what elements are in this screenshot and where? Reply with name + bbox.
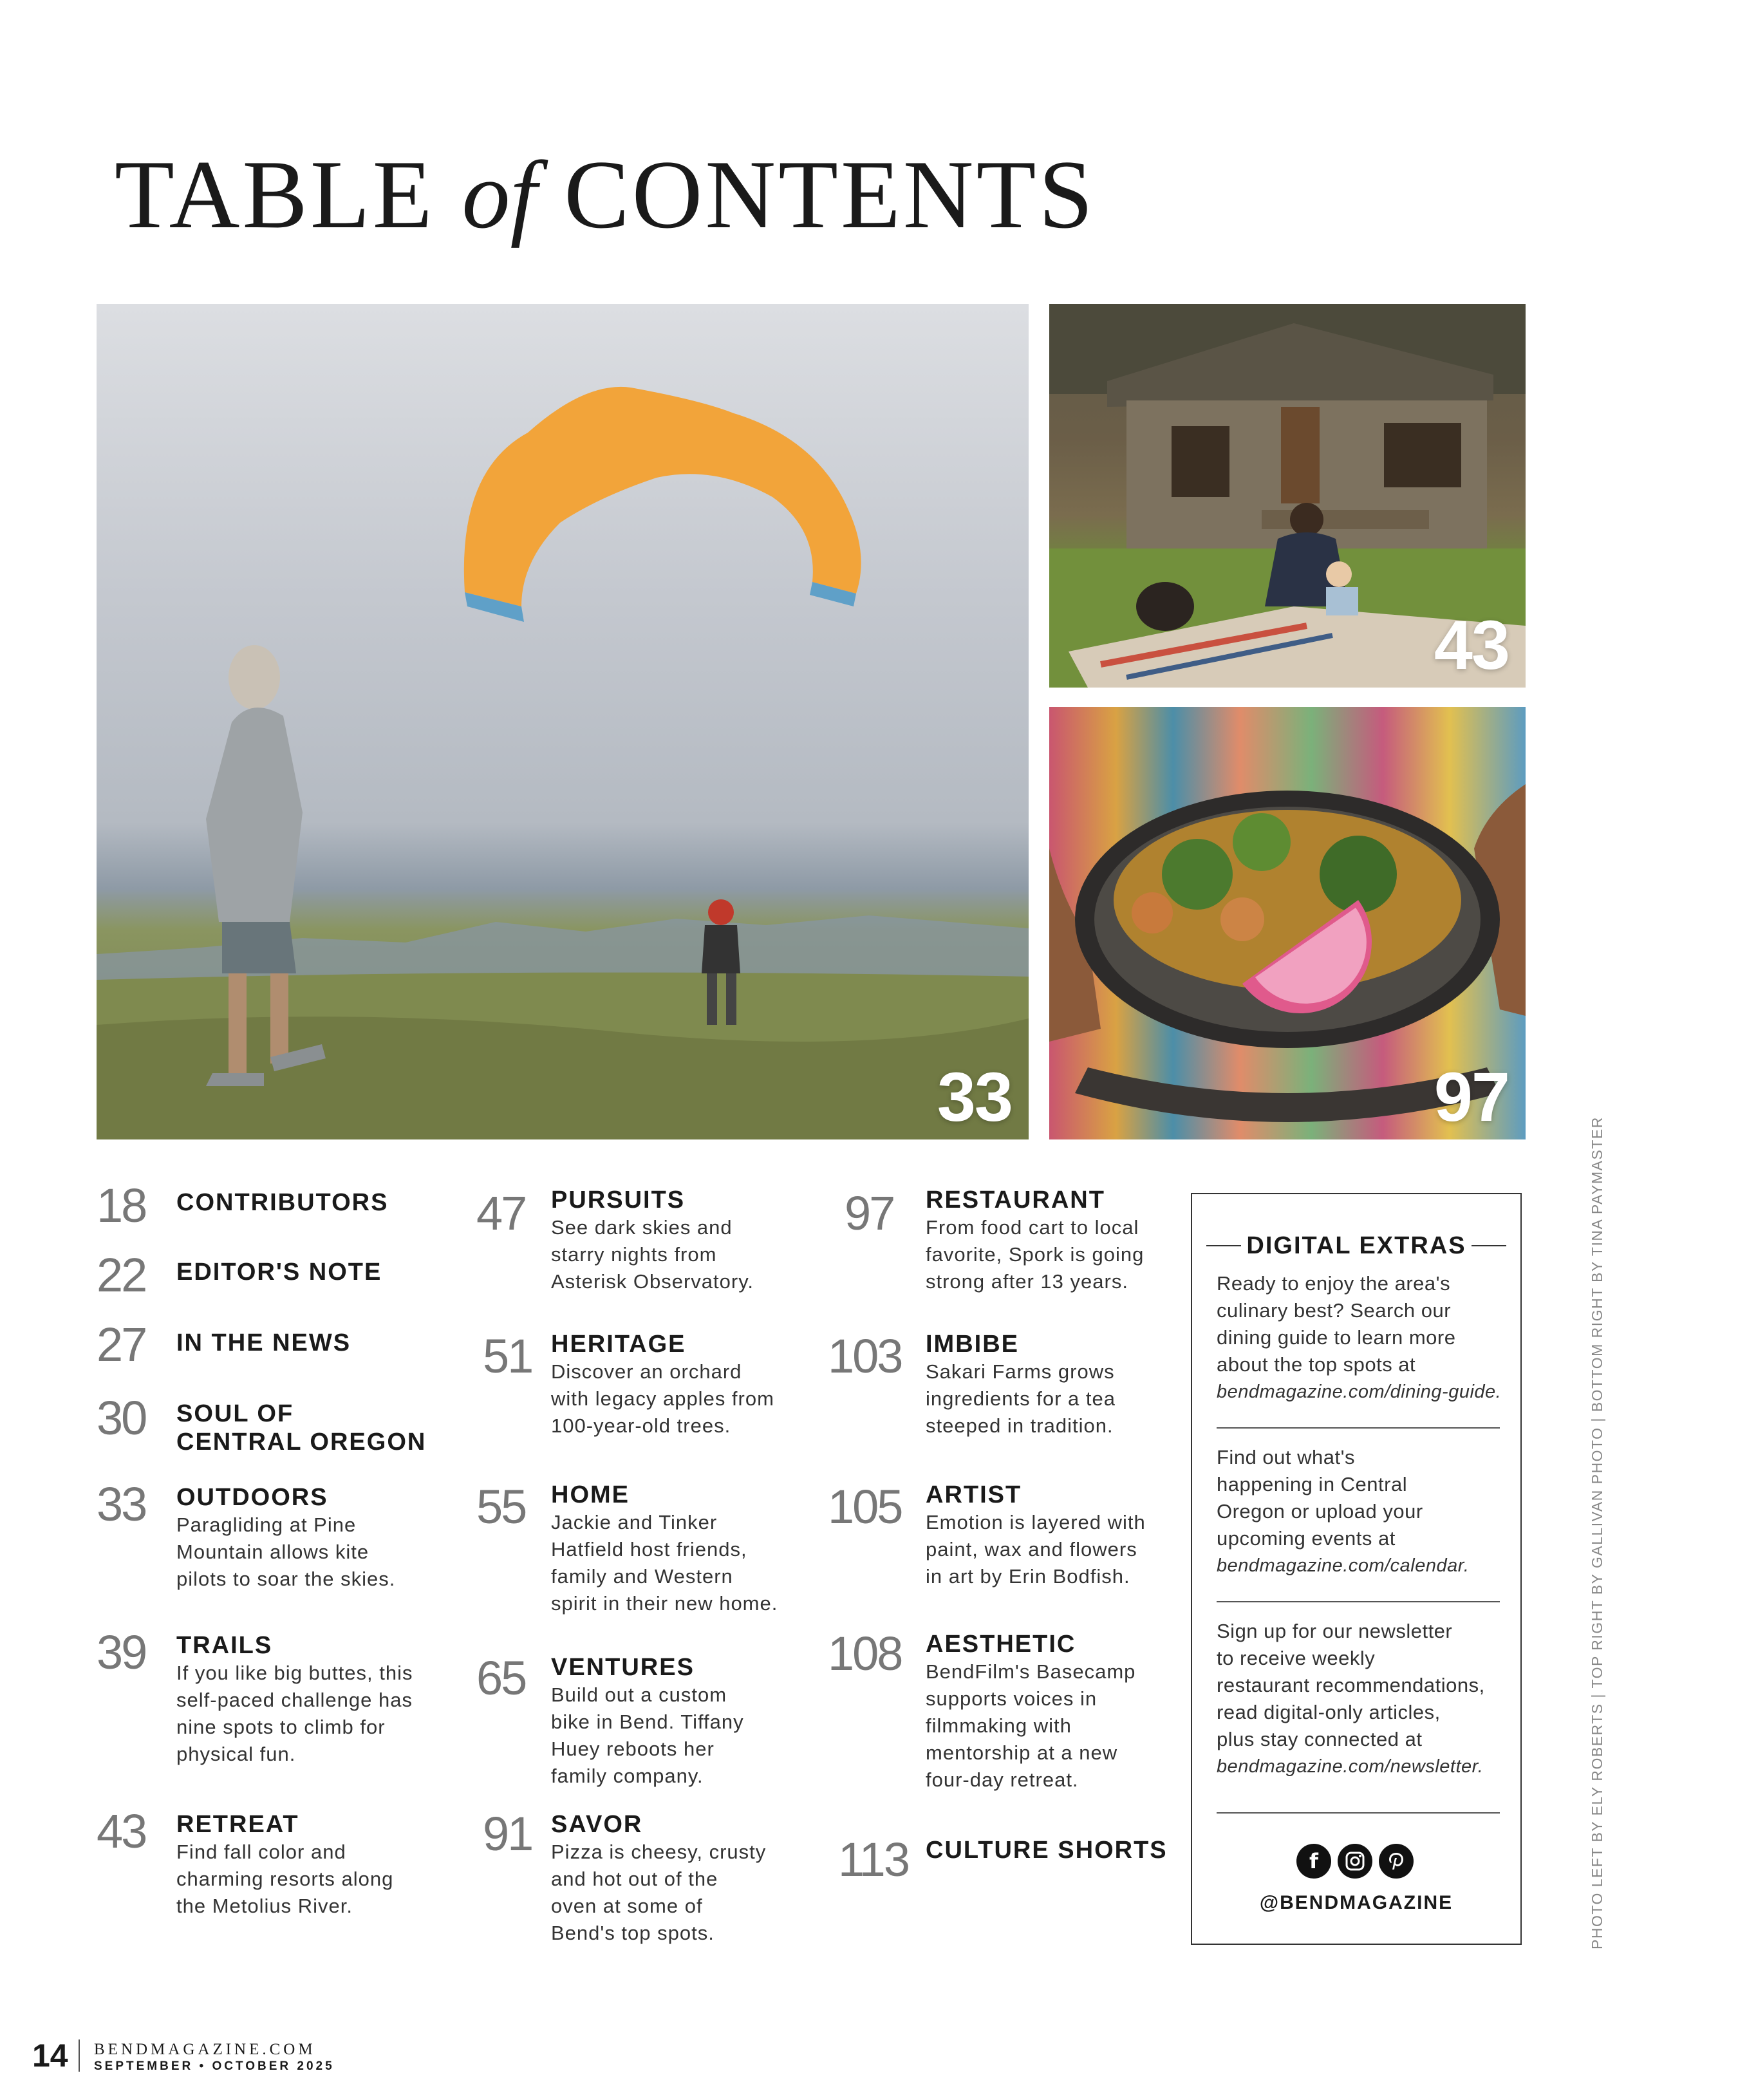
photo-credit: PHOTO LEFT BY ELY ROBERTS | TOP RIGHT BY GALLIVAN PHOTO | BOTTOM RIGHT BY TINA PAYMASTER <box>1589 1116 1605 1949</box>
facebook-icon[interactable]: f <box>1296 1844 1331 1879</box>
toc-entry[interactable] <box>97 1477 457 1597</box>
photo-page-number: 97 <box>1434 1058 1509 1136</box>
social-handle[interactable]: @BENDMAGAZINE <box>1259 1892 1453 1913</box>
toc-page-number: 22 <box>97 1248 146 1302</box>
toc-description: Jackie and Tinker Hatfield host friends, family and Western spirit in their new home. <box>551 1511 778 1615</box>
toc-section-title: EDITOR'S NOTE <box>176 1259 382 1286</box>
toc-section-title: CULTURE SHORTS <box>926 1837 1168 1864</box>
divider <box>1217 1427 1500 1429</box>
toc-entry[interactable] <box>828 1329 1179 1448</box>
toc-page-number: 113 <box>838 1833 908 1886</box>
issue-date: SEPTEMBER • OCTOBER 2025 <box>94 2059 335 2073</box>
toc-page-number: 108 <box>828 1627 902 1680</box>
toc-description: BendFilm's Basecamp supports voices in filmmaking with mentorship at a new four-day retreat. <box>926 1660 1136 1791</box>
dining-guide-blurb: Ready to enjoy the area's culinary best? Search our dining guide to learn more about the top spots at bendmagazine.com/dining-guide. <box>1217 1270 1501 1405</box>
toc-section-title: SOUL OF CENTRAL OREGON <box>176 1400 427 1456</box>
toc-section-title: RESTAURANT <box>926 1186 1105 1214</box>
toc-description: From food cart to local favorite, Spork is going strong after 13 years. <box>926 1216 1145 1293</box>
toc-section-title: IN THE NEWS <box>176 1329 351 1356</box>
newsletter-link[interactable]: bendmagazine.com/newsletter. <box>1217 1756 1484 1777</box>
toc-entry[interactable] <box>828 1627 1179 1797</box>
digital-extras-box <box>1191 1193 1522 1945</box>
toc-description: Paragliding at Pine Mountain allows kite pilots to soar the skies. <box>176 1514 396 1590</box>
food-bowl-photo <box>1049 707 1526 1139</box>
toc-entry[interactable] <box>483 1807 811 1952</box>
social-icons <box>1296 1844 1414 1879</box>
toc-page-number: 39 <box>97 1626 146 1679</box>
toc-entry[interactable] <box>97 1179 457 1233</box>
toc-entry[interactable] <box>97 1391 457 1459</box>
toc-entry[interactable] <box>483 1329 811 1448</box>
toc-entry[interactable] <box>476 1480 811 1625</box>
toc-page-number: 97 <box>845 1186 894 1240</box>
toc-entry[interactable] <box>97 1805 457 1924</box>
site-name: BENDMAGAZINE.COM <box>94 2041 316 2058</box>
toc-section-title: CONTRIBUTORS <box>176 1189 389 1216</box>
toc-entry[interactable] <box>828 1480 1179 1599</box>
pinterest-icon[interactable] <box>1379 1844 1414 1879</box>
toc-page-number: 51 <box>483 1329 532 1383</box>
toc-description: Find fall color and charming resorts along the Metolius River. <box>176 1841 394 1917</box>
toc-page-number: 55 <box>476 1480 526 1533</box>
photo-page-number: 33 <box>937 1058 1012 1136</box>
toc-section-title: TRAILS <box>176 1632 273 1659</box>
toc-page-number: 27 <box>97 1318 146 1371</box>
dining-guide-link[interactable]: bendmagazine.com/dining-guide. <box>1217 1382 1502 1402</box>
toc-section-title: IMBIBE <box>926 1331 1019 1358</box>
toc-page-number: 30 <box>97 1391 146 1445</box>
toc-section-title: OUTDOORS <box>176 1484 328 1511</box>
page-number: 14 <box>32 2038 68 2074</box>
toc-section-title: AESTHETIC <box>926 1631 1076 1658</box>
toc-section-title: PURSUITS <box>551 1186 686 1214</box>
toc-page-number: 18 <box>97 1179 146 1232</box>
toc-page-number: 103 <box>828 1329 902 1383</box>
toc-page-number: 47 <box>476 1186 526 1240</box>
toc-entry[interactable] <box>838 1833 1179 1888</box>
toc-description: Discover an orchard with legacy apples from 100-year-old trees. <box>551 1360 774 1437</box>
toc-description: Pizza is cheesy, crusty and hot out of the oven at some of Bend's top spots. <box>551 1841 767 1944</box>
toc-section-title: HERITAGE <box>551 1331 686 1358</box>
toc-page-number: 65 <box>476 1651 526 1705</box>
paragliding-photo <box>97 304 1029 1139</box>
toc-page-number: 91 <box>483 1807 532 1861</box>
toc-description: Emotion is layered with paint, wax and flowers in art by Erin Bodfish. <box>926 1511 1146 1588</box>
divider <box>1217 1601 1500 1602</box>
divider <box>1217 1812 1500 1814</box>
calendar-blurb: Find out what's happening in Central Oregon or upload your upcoming events at bendmagazine.com/calendar. <box>1217 1444 1469 1579</box>
toc-entry[interactable] <box>476 1186 811 1306</box>
cabin-photo <box>1049 304 1526 688</box>
toc-description: Build out a custom bike in Bend. Tiffany Huey reboots her family company. <box>551 1683 744 1787</box>
toc-section-title: VENTURES <box>551 1654 695 1681</box>
toc-page-number: 105 <box>828 1480 902 1533</box>
toc-description: Sakari Farms grows ingredients for a tea steeped in tradition. <box>926 1360 1116 1437</box>
folio-divider <box>79 2039 80 2072</box>
toc-page-number: 33 <box>97 1477 146 1531</box>
calendar-link[interactable]: bendmagazine.com/calendar. <box>1217 1555 1470 1576</box>
toc-entry[interactable] <box>845 1186 1179 1306</box>
toc-entry[interactable] <box>97 1318 457 1373</box>
digital-extras-heading: DIGITAL EXTRAS <box>1206 1232 1506 1260</box>
instagram-icon[interactable] <box>1338 1844 1372 1879</box>
toc-section-title: RETREAT <box>176 1811 299 1838</box>
toc-section-title: SAVOR <box>551 1811 643 1838</box>
toc-section-title: HOME <box>551 1481 630 1508</box>
toc-entry[interactable] <box>97 1248 457 1303</box>
photo-page-number: 43 <box>1434 606 1509 684</box>
toc-section-title: ARTIST <box>926 1481 1022 1508</box>
toc-description: See dark skies and starry nights from Asterisk Observatory. <box>551 1216 754 1293</box>
newsletter-blurb: Sign up for our newsletter to receive weekly restaurant recommendations, read digital-only articles, plus stay connected at bendmagazine.com/newsletter. <box>1217 1618 1485 1780</box>
toc-entry[interactable] <box>97 1626 457 1777</box>
page-title: TABLE of CONTENTS <box>115 140 1096 248</box>
toc-page-number: 43 <box>97 1805 146 1858</box>
toc-entry[interactable] <box>476 1651 811 1796</box>
toc-description: If you like big buttes, this self-paced challenge has nine spots to climb for physical fun. <box>176 1662 413 1765</box>
